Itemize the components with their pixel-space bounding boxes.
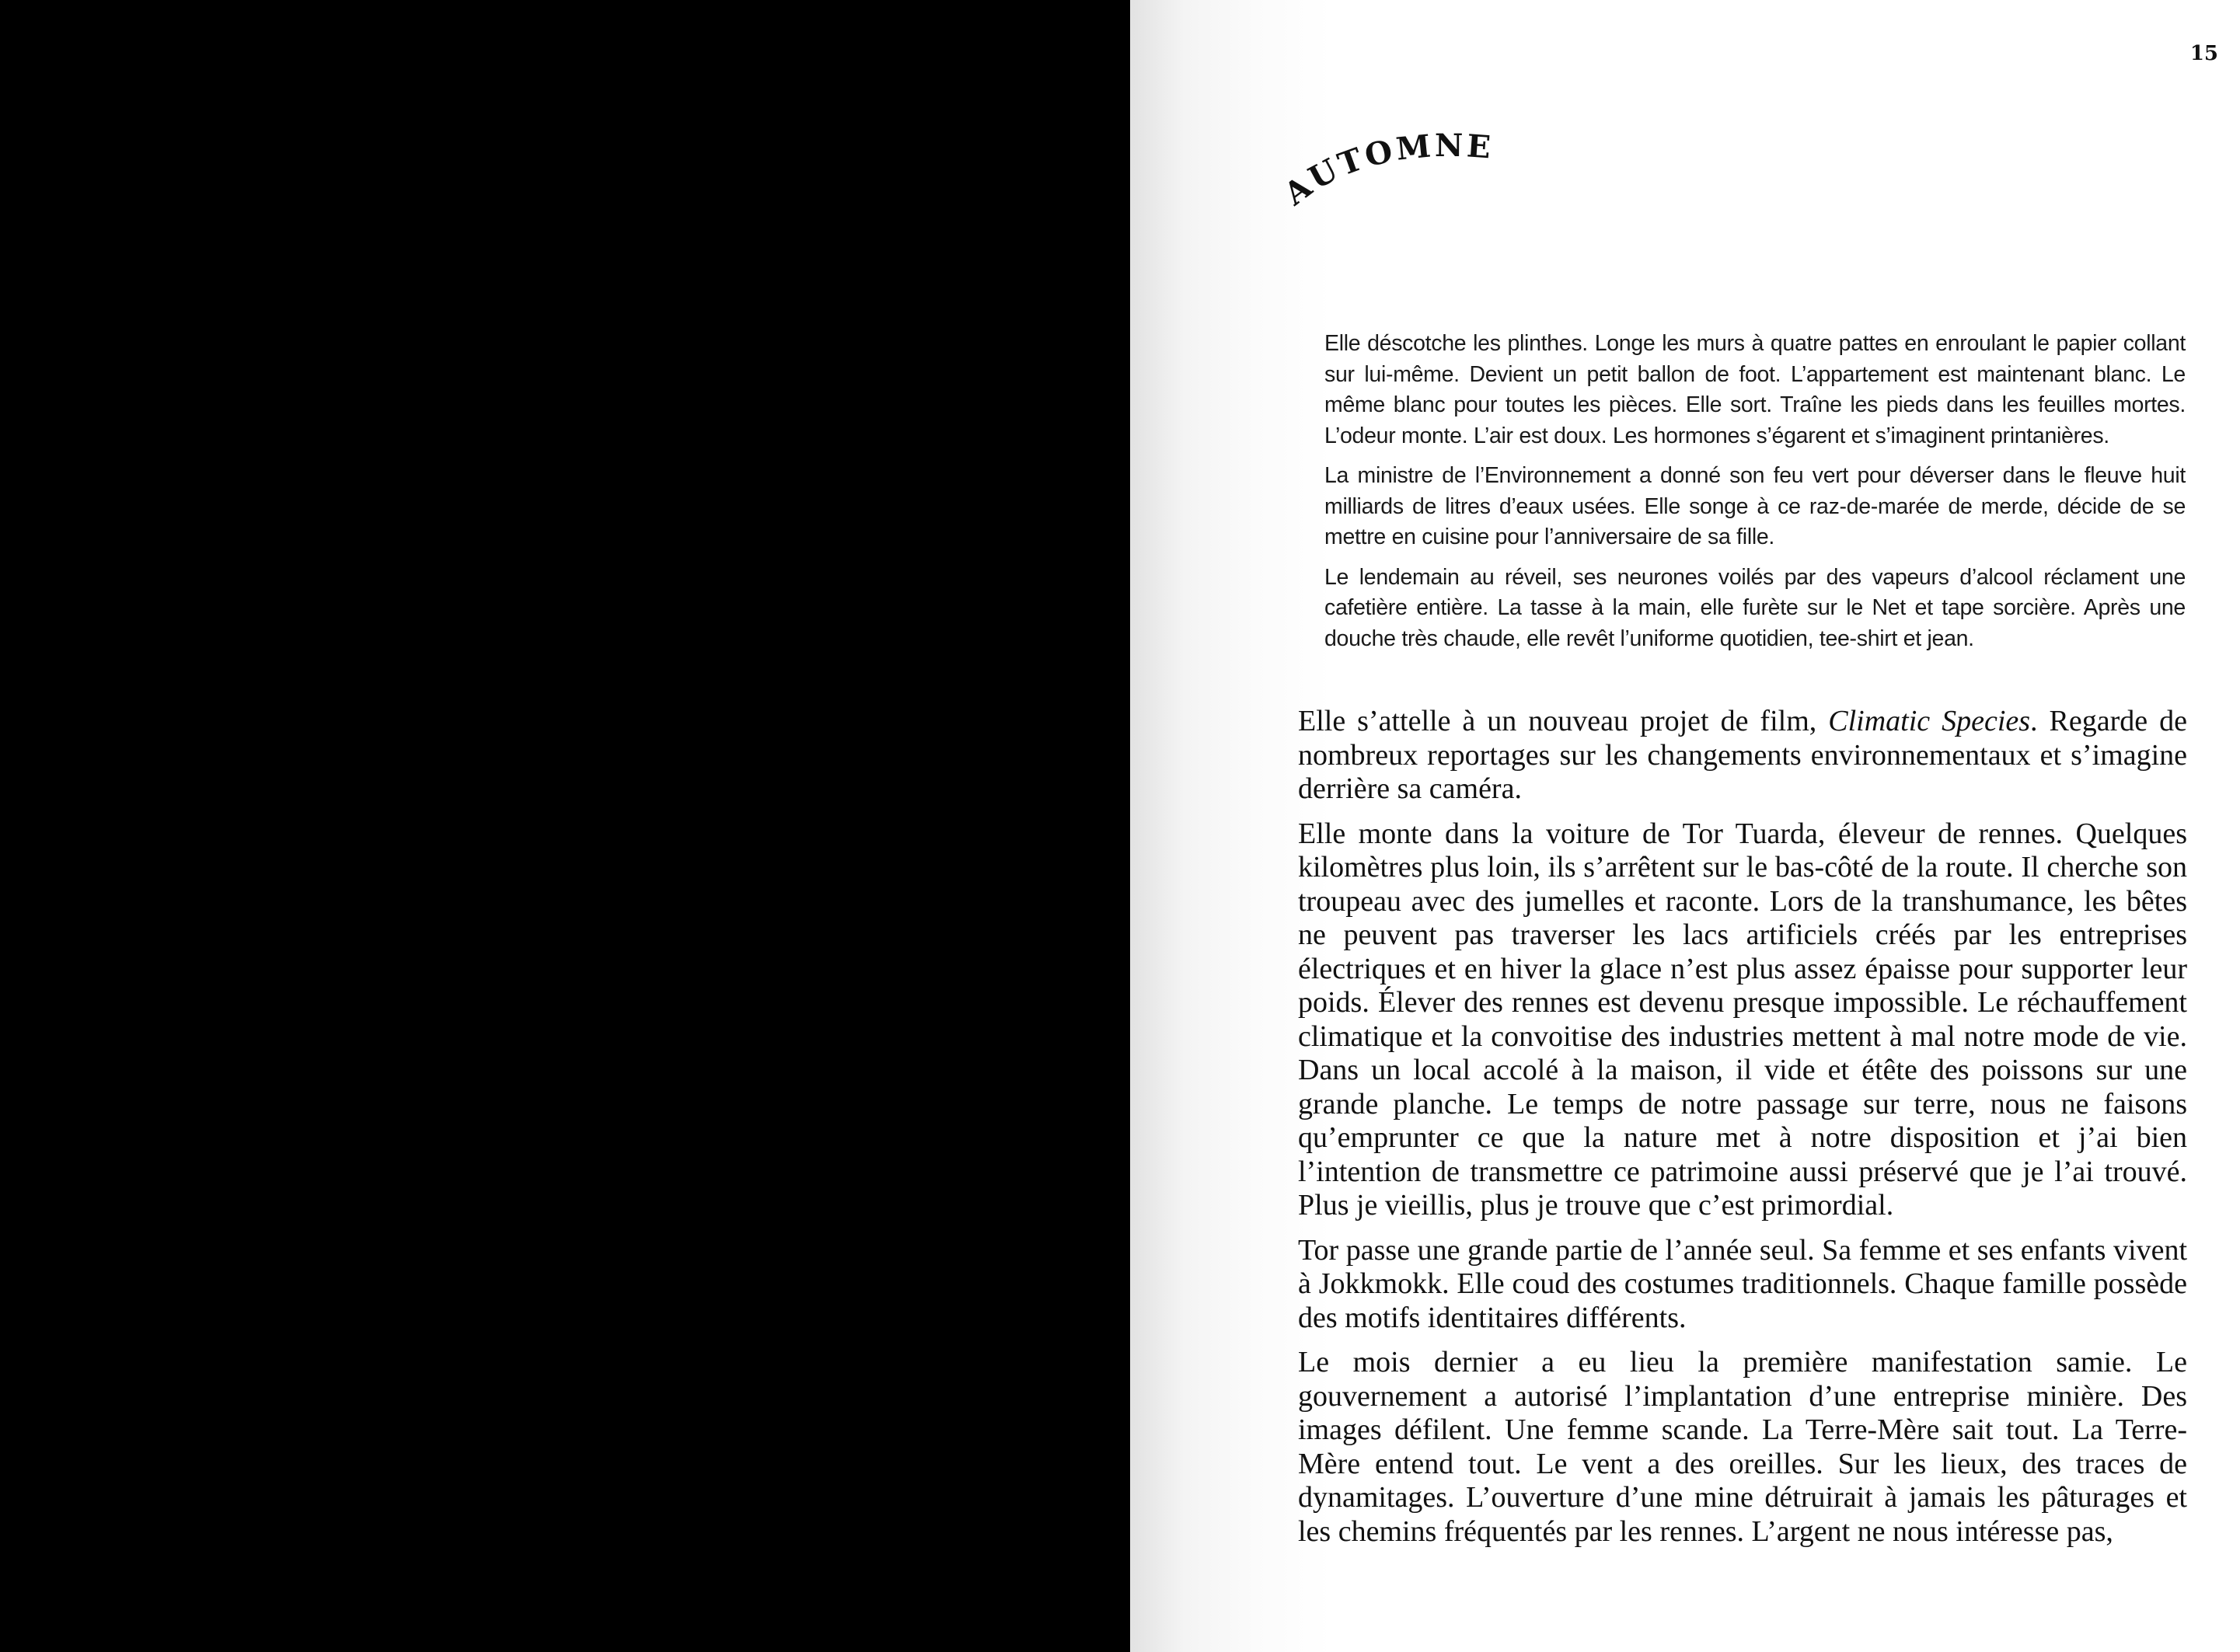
body-text (1298, 705, 2187, 1560)
body-paragraph-4: Le mois dernier a eu lieu la première manifestation samie. Le gouvernement a autorisé l’implantation d’une entreprise minière. Des images défilent. Une femme scande. La Terre-Mère sait tout. La Terre-Mère entend tout. Le vent a des oreilles. Sur les lieux, des traces de dynamitages. L’ouverture d’une mine détruirait à jamais les pâturages et les chemins fréquentés par les rennes. L’argent ne nous intéresse pas, (1298, 1346, 2187, 1548)
right-page (1130, 0, 2240, 1652)
body-paragraph-3: Tor passe une grande partie de l’année seul. Sa femme et ses enfants vivent à Jokkmokk. Elle coud des costumes traditionnels. Chaque famille possède des motifs identitaires différents. (1298, 1233, 2187, 1334)
film-title: Climatic Species (1828, 705, 2031, 737)
intro-paragraph-2: La ministre de l’Environnement a donné son feu vert pour déverser dans le fleuve huit milliards de litres d’eaux usées. Elle songe à ce raz-de-marée de merde, décide de se mettre en cuisine pour l’anniversaire de sa fille. (1324, 463, 2186, 549)
intro-paragraph-3: Le lendemain au réveil, ses neurones voilés par des vapeurs d’alcool réclament une cafetière entière. La tasse à la main, elle furète sur le Net et tape sorcière. Après une douche très chaude, elle revêt l’uniforme quotidien, tee-shirt et jean. (1324, 564, 2186, 651)
body-paragraph-2: Elle monte dans la voiture de Tor Tuarda, éleveur de rennes. Quelques kilomètres plus loin, ils s’arrêtent sur le bas-côté de la route. Il cherche son troupeau avec des jumelles et raconte. Lors de la transhumance, les bêtes ne peuvent pas traverser les lacs artificiels créés par les entreprises électriques et en hiver la glace n’est plus assez épaisse pour supporter leur poids. Élever des rennes est devenu presque impossible. Le réchauffement climatique et la convoitise des industries mettent à mal notre mode de vie. Dans un local accolé à la maison, il vide et étête des poissons sur une grande planche. Le temps de notre passage sur terre, nous ne faisons qu’emprunter ce que la nature met à notre disposition et j’ai bien l’intention de transmettre ce patrimoine aussi préservé que je l’ai trouvé. Plus je vieillis, plus je trouve que c’est primordial. (1298, 817, 2187, 1222)
intro-paragraph-1: Elle déscotche les plinthes. Longe les murs à quatre pattes en enroulant le papier collant sur lui-même. Devient un petit ballon de foot. L’appartement est maintenant blanc. Le même blanc pour toutes les pièces. Elle sort. Traîne les pieds dans les feuilles mortes. L’odeur monte. L’air est doux. Les hormones s’égarent et s’imaginent printanières. (1324, 331, 2186, 448)
body-paragraph-1-start: Elle s’attelle à un nouveau projet de film, (1298, 705, 1829, 737)
body-paragraph-1-end: . Regarde de nombreux reportages sur les changements environnementaux et s’imagine derrière sa caméra. (1298, 705, 2187, 805)
section-title-arc (1277, 127, 1534, 218)
intro-block (1324, 329, 2186, 664)
svg-text:AUTOMNE (1277, 127, 1495, 213)
section-title-text: AUTOMNE (1277, 127, 1495, 213)
body-paragraph-1 (1298, 705, 2187, 807)
section-title (1277, 127, 1534, 218)
page-number: 15 (2189, 42, 2218, 65)
